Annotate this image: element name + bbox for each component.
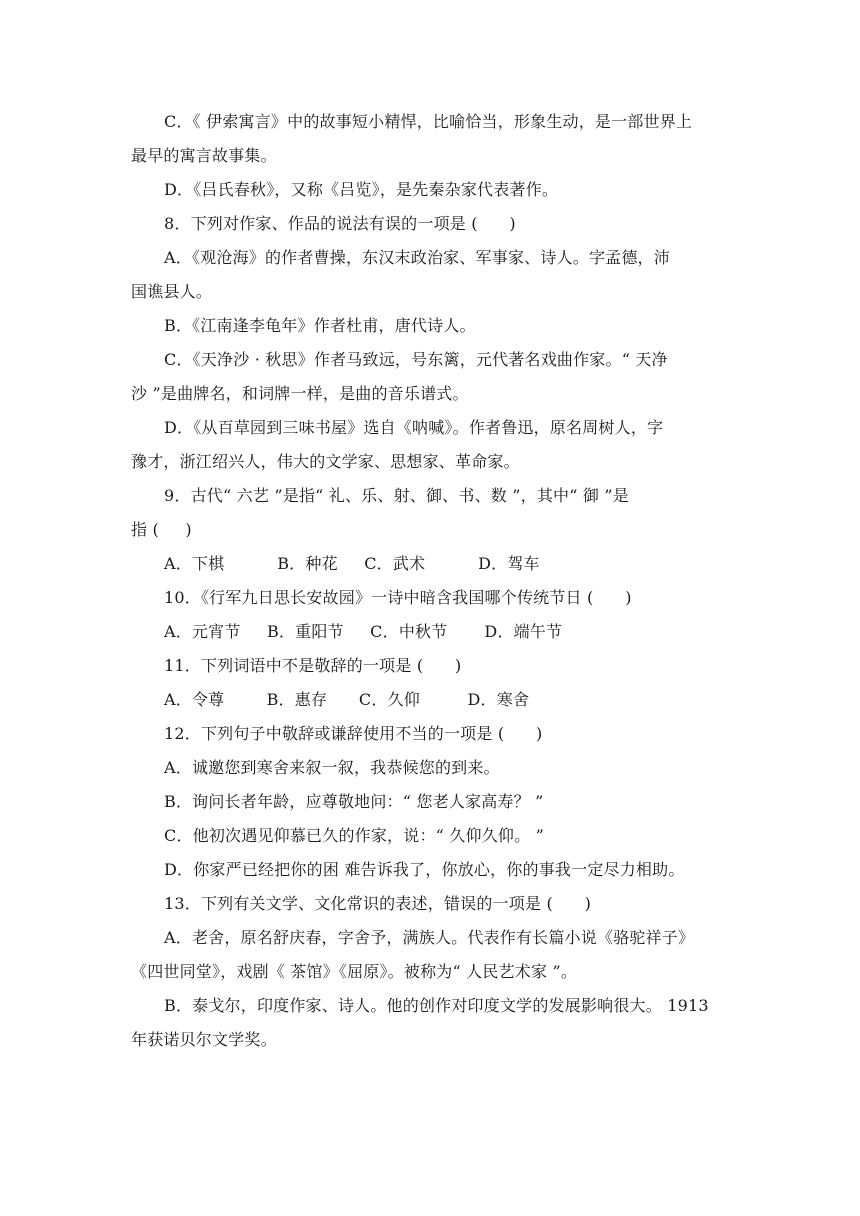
q12-option-c: C．他初次遇见仰慕已久的作家，说：“ 久仰久仰。 ” xyxy=(164,826,544,845)
q8-option-d-line1: D．《从百草园到三味书屋》选自《呐喊》。作者鲁迅，原名周树人，字 xyxy=(164,418,664,437)
q8-option-a-line2: 国谯县人。 xyxy=(131,282,213,301)
q13-option-a-line2: 《四世同堂》，戏剧《 茶馆》《屈原》。被称为“ 人民艺术家 ”。 xyxy=(131,962,578,981)
question-12: 12．下列句子中敬辞或谦辞使用不当的一项是 ( ) xyxy=(164,724,543,743)
q8-option-a-line1: A．《观沧海》的作者曹操，东汉末政治家、军事家、诗人。字孟德，沛 xyxy=(164,248,670,267)
question-8: 8．下列对作家、作品的说法有误的一项是 ( ) xyxy=(164,214,516,233)
option-d-lushi: D．《吕氏春秋》，又称《吕览》，是先秦杂家代表著作。 xyxy=(164,180,559,199)
question-13: 13．下列有关文学、文化常识的表述，错误的一项是 ( ) xyxy=(164,894,592,913)
q12-option-a: A．诚邀您到寒舍来叙一叙，我恭候您的到来。 xyxy=(164,758,500,777)
q13-option-b-line2: 年获诺贝尔文学奖。 xyxy=(131,1030,277,1049)
q8-option-d-line2: 豫才，浙江绍兴人，伟大的文学家、思想家、革命家。 xyxy=(131,452,520,471)
q10-options: A．元宵节 B．重阳节 C．中秋节 D．端午节 xyxy=(164,622,563,641)
option-c-aesop-line2: 最早的寓言故事集。 xyxy=(131,146,277,165)
q12-option-d: D．你家严已经把你的困 难告诉我了，你放心，你的事我一定尽力相助。 xyxy=(164,860,685,879)
question-9-line2: 指 ( ) xyxy=(131,520,192,539)
q9-options: A．下棋 B．种花 C．武术 D．驾车 xyxy=(164,554,540,573)
q8-option-c-line1: C．《天净沙 · 秋思》作者马致远，号东篱，元代著名戏曲作家。“ 天净 xyxy=(164,350,668,369)
q11-options: A．令尊 B．惠存 C．久仰 D．寒舍 xyxy=(164,690,530,709)
question-9-line1: 9．古代“ 六艺 ”是指“ 礼、乐、射、御、书、数 ”，其中“ 御 ”是 xyxy=(164,486,629,505)
q12-option-b: B．询问长者年龄，应尊敬地问：“ 您老人家高寿？ ” xyxy=(164,792,544,811)
q13-option-a-line1: A．老舍，原名舒庆春，字舍予，满族人。代表作有长篇小说《骆驼祥子》 xyxy=(164,928,695,947)
question-10: 10．《行军九日思长安故园》一诗中暗含我国哪个传统节日 ( ) xyxy=(164,588,632,607)
q8-option-b: B．《江南逢李龟年》作者杜甫，唐代诗人。 xyxy=(164,316,476,335)
q13-option-b-line1: B．泰戈尔，印度作家、诗人。他的创作对印度文学的发展影响很大。 1913 xyxy=(164,996,709,1015)
q8-option-c-line2: 沙 ”是曲牌名，和词牌一样，是曲的音乐谱式。 xyxy=(131,384,469,403)
option-c-aesop-line1: C．《 伊索寓言》中的故事短小精悍，比喻恰当，形象生动，是一部世界上 xyxy=(164,112,693,131)
question-11: 11．下列词语中不是敬辞的一项是 ( ) xyxy=(164,656,462,675)
